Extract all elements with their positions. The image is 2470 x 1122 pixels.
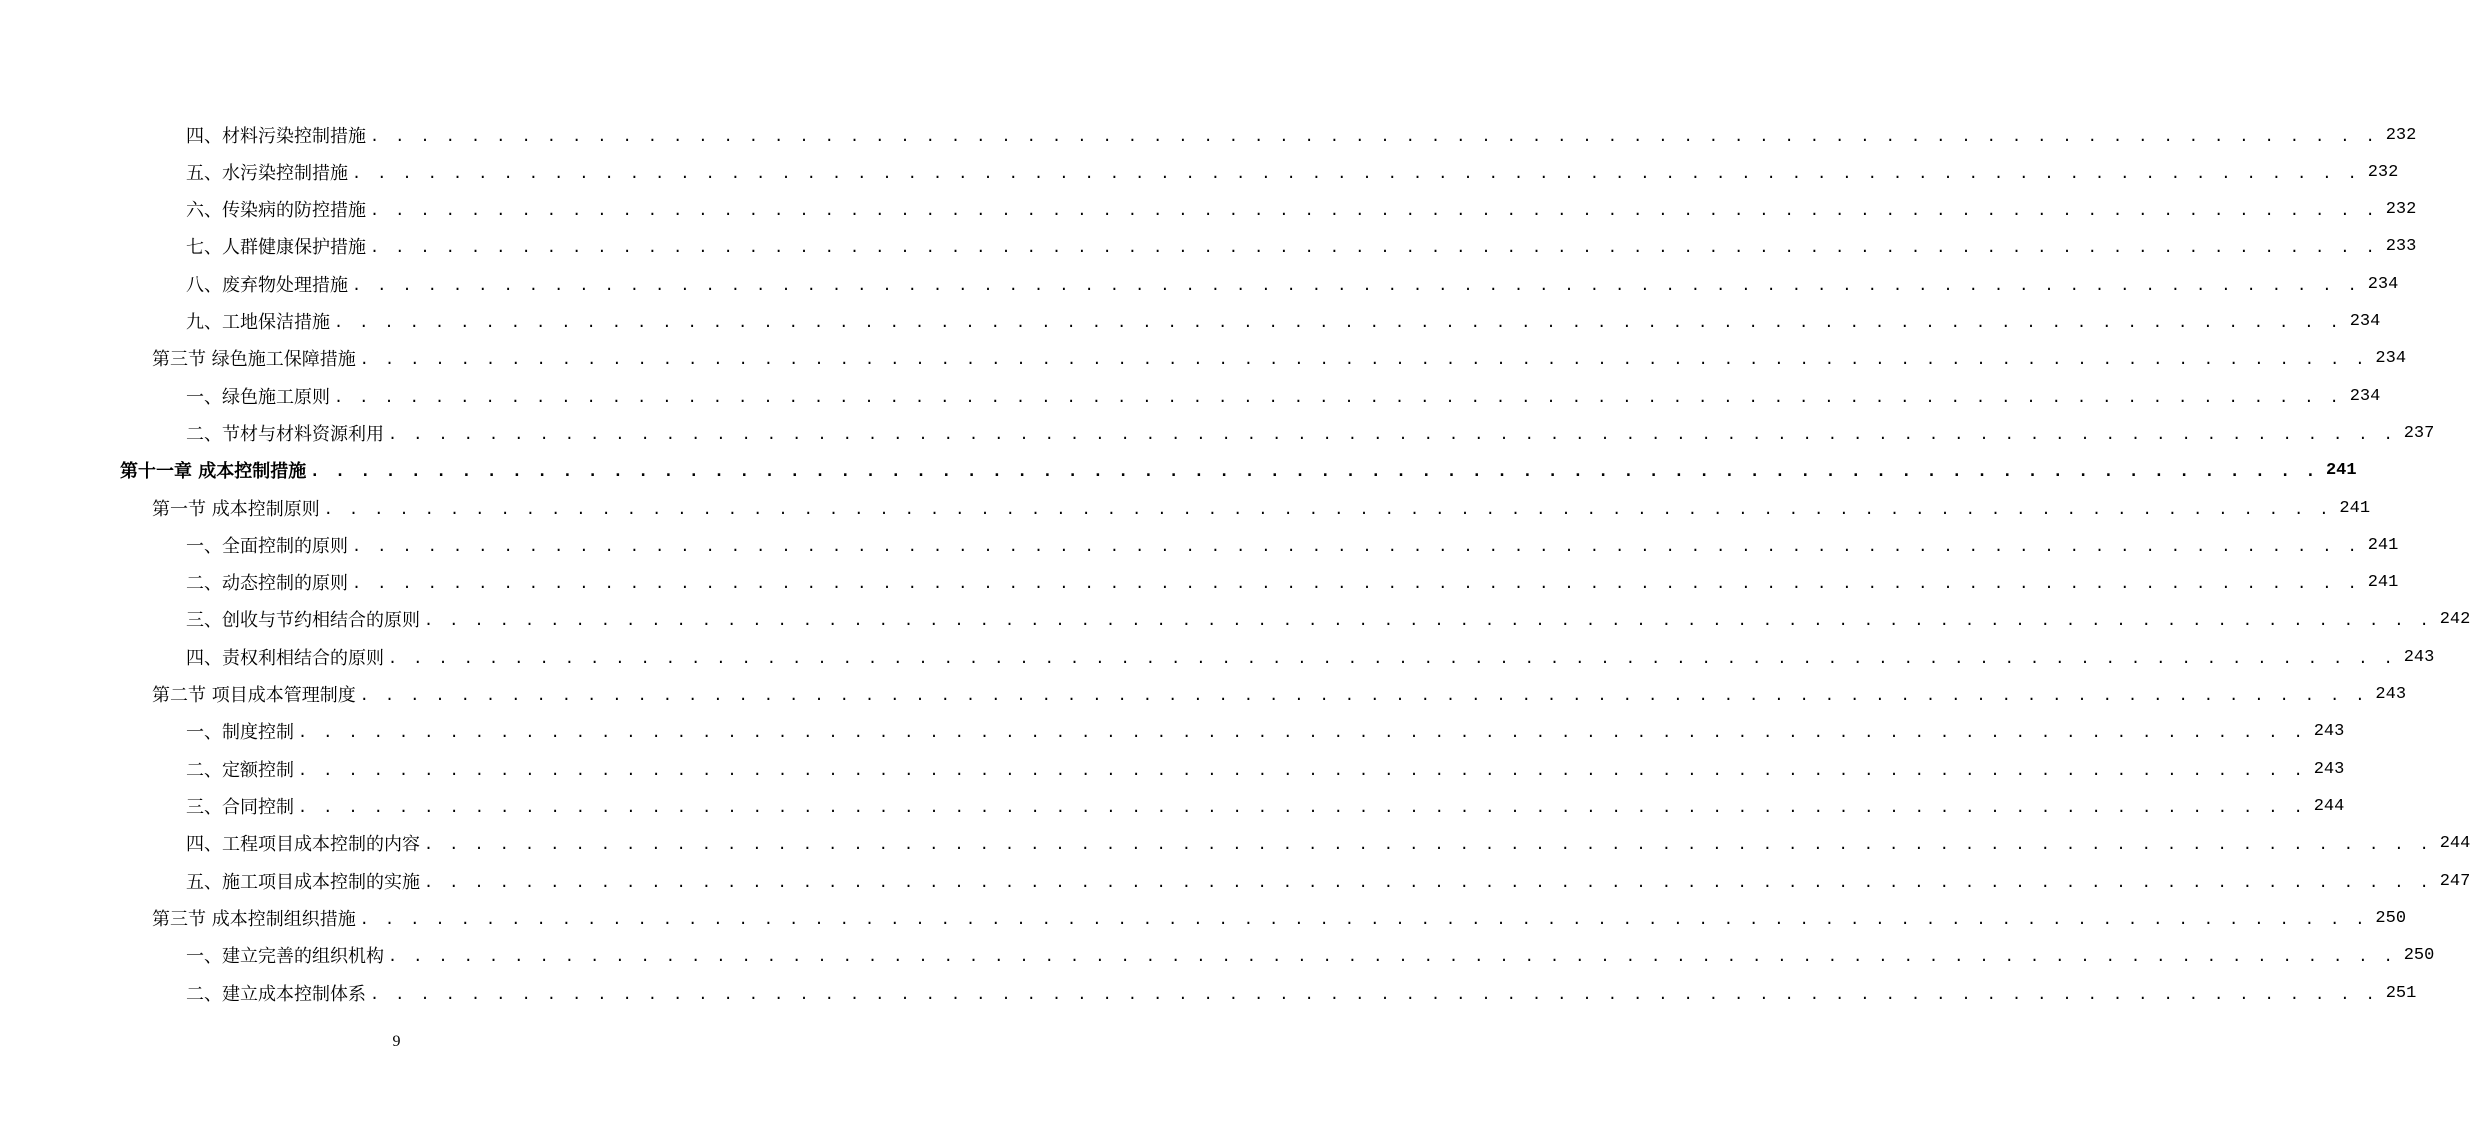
toc-item-entry[interactable] [186, 417, 2435, 449]
toc-dot-leader: . . . . . . . . . . . . . . . . . . . . . . . . . . . . . . . . . . . . . . . . . . . . . . . . . . . . . . . . . . . . . . . . . . . . . . . . . . . . . . . . [359, 686, 2369, 704]
toc-entry-label: 第三节 绿色施工保障措施 [152, 349, 356, 370]
toc-entry-label: 五、水污染控制措施 [186, 163, 348, 184]
toc-dot-leader: . . . . . . . . . . . . . . . . . . . . . . . . . . . . . . . . . . . . . . . . . . . . . . . . . . . . . . . . . . . . . . . . . . . . . . . . . . . . . . . . [424, 611, 2433, 629]
toc-item-entry[interactable] [186, 715, 2345, 747]
toc-dot-leader: . . . . . . . . . . . . . . . . . . . . . . . . . . . . . . . . . . . . . . . . . . . . . . . . . . . . . . . . . . . . . . . . . . . . . . . . . . . . . . . . [370, 201, 2379, 219]
toc-dot-leader: . . . . . . . . . . . . . . . . . . . . . . . . . . . . . . . . . . . . . . . . . . . . . . . . . . . . . . . . . . . . . . . . . . . . . . . . . . . . . . . . [352, 164, 2361, 182]
toc-item-entry[interactable] [186, 193, 2417, 225]
toc-entry-page: 232 [2385, 199, 2417, 219]
toc-entry-page: 234 [2367, 274, 2399, 294]
toc-entry-page: 243 [2313, 759, 2345, 779]
toc-item-entry[interactable] [186, 827, 2470, 859]
toc-item-entry[interactable] [186, 156, 2399, 188]
toc-entry-label: 五、施工项目成本控制的实施 [186, 872, 420, 893]
toc-entry-page: 234 [2375, 348, 2407, 368]
toc-entry-label: 二、定额控制 [186, 760, 294, 781]
toc-entry-page: 241 [2325, 460, 2357, 480]
toc-entry-label: 三、创收与节约相结合的原则 [186, 610, 420, 631]
toc-dot-leader: . . . . . . . . . . . . . . . . . . . . . . . . . . . . . . . . . . . . . . . . . . . . . . . . . . . . . . . . . . . . . . . . . . . . . . . . . . . . . . . . [370, 127, 2379, 145]
toc-item-entry[interactable] [186, 790, 2345, 822]
toc-dot-leader: . . . . . . . . . . . . . . . . . . . . . . . . . . . . . . . . . . . . . . . . . . . . . . . . . . . . . . . . . . . . . . . . . . . . . . . . . . . . . . . . [323, 500, 2333, 518]
toc-dot-leader: . . . . . . . . . . . . . . . . . . . . . . . . . . . . . . . . . . . . . . . . . . . . . . . . . . . . . . . . . . . . . . . . . . . . . . . . . . . . . . . . [424, 873, 2433, 891]
toc-entry-label: 三、合同控制 [186, 797, 294, 818]
toc-entry-label: 第一节 成本控制原则 [152, 499, 320, 520]
toc-entry-page: 232 [2367, 162, 2399, 182]
toc-entry-page: 233 [2385, 236, 2417, 256]
toc-chapter-entry[interactable] [120, 454, 2357, 486]
toc-entry-label: 一、全面控制的原则 [186, 536, 348, 557]
toc-entry-label: 第三节 成本控制组织措施 [152, 909, 356, 930]
toc-entry-page: 250 [2403, 945, 2435, 965]
toc-section-entry[interactable] [152, 342, 2407, 374]
toc-entry-page: 234 [2349, 386, 2381, 406]
toc-item-entry[interactable] [186, 529, 2399, 561]
toc-item-entry[interactable] [186, 977, 2417, 1009]
toc-entry-label: 二、建立成本控制体系 [186, 984, 366, 1005]
toc-section-entry[interactable] [152, 492, 2371, 524]
toc-item-entry[interactable] [186, 305, 2381, 337]
toc-item-entry[interactable] [186, 865, 2470, 897]
toc-dot-leader: . . . . . . . . . . . . . . . . . . . . . . . . . . . . . . . . . . . . . . . . . . . . . . . . . . . . . . . . . . . . . . . . . . . . . . . . . . . . . . . . [370, 238, 2379, 256]
toc-dot-leader: . . . . . . . . . . . . . . . . . . . . . . . . . . . . . . . . . . . . . . . . . . . . . . . . . . . . . . . . . . . . . . . . . . . . . . . . . . . . . . . . [298, 798, 2307, 816]
toc-entry-label: 第十一章 成本控制措施 [120, 461, 307, 482]
toc-item-entry[interactable] [186, 641, 2435, 673]
toc-item-entry[interactable] [186, 566, 2399, 598]
toc-item-entry[interactable] [186, 603, 2470, 635]
toc-entry-page: 243 [2403, 647, 2435, 667]
toc-dot-leader: . . . . . . . . . . . . . . . . . . . . . . . . . . . . . . . . . . . . . . . . . . . . . . . . . . . . . . . . . . . . . . . . . . . . . . . . . . . . . . . . [352, 276, 2361, 294]
toc-dot-leader: . . . . . . . . . . . . . . . . . . . . . . . . . . . . . . . . . . . . . . . . . . . . . . . . . . . . . . . . . . . . . . . . . . . . . . . . . . . . . . . . [388, 425, 2397, 443]
toc-entry-page: 244 [2439, 833, 2470, 853]
toc-dot-leader: . . . . . . . . . . . . . . . . . . . . . . . . . . . . . . . . . . . . . . . . . . . . . . . . . . . . . . . . . . . . . . . . . . . . . . . . . . . . . . . . [298, 761, 2307, 779]
toc-entry-page: 237 [2403, 423, 2435, 443]
toc-item-entry[interactable] [186, 230, 2417, 262]
toc-entry-label: 第二节 项目成本管理制度 [152, 685, 356, 706]
toc-dot-leader: . . . . . . . . . . . . . . . . . . . . . . . . . . . . . . . . . . . . . . . . . . . . . . . . . . . . . . . . . . . . . . . . . . . . . . . . . . . . . . . . [298, 723, 2307, 741]
toc-entry-label: 四、材料污染控制措施 [186, 126, 366, 147]
toc-entry-page: 251 [2385, 983, 2417, 1003]
toc-entry-page: 241 [2367, 535, 2399, 555]
toc-entry-page: 241 [2339, 498, 2371, 518]
toc-entry-page: 243 [2313, 721, 2345, 741]
toc-entry-label: 七、人群健康保护措施 [186, 237, 366, 258]
toc-dot-leader: . . . . . . . . . . . . . . . . . . . . . . . . . . . . . . . . . . . . . . . . . . . . . . . . . . . . . . . . . . . . . . . . . . . . . . . . . . . . . . . . [352, 537, 2361, 555]
toc-entry-page: 243 [2375, 684, 2407, 704]
toc-entry-label: 八、废弃物处理措施 [186, 275, 348, 296]
toc-dot-leader: . . . . . . . . . . . . . . . . . . . . . . . . . . . . . . . . . . . . . . . . . . . . . . . . . . . . . . . . . . . . . . . . . . . . . . . . . . . . . . . . [334, 313, 2343, 331]
toc-item-entry[interactable] [186, 268, 2399, 300]
toc-dot-leader: . . . . . . . . . . . . . . . . . . . . . . . . . . . . . . . . . . . . . . . . . . . . . . . . . . . . . . . . . . . . . . . . . . . . . . . . . . . . . . . . [388, 649, 2397, 667]
toc-item-entry[interactable] [186, 380, 2381, 412]
toc-entry-page: 232 [2385, 125, 2417, 145]
toc-entry-page: 244 [2313, 796, 2345, 816]
toc-dot-leader: . . . . . . . . . . . . . . . . . . . . . . . . . . . . . . . . . . . . . . . . . . . . . . . . . . . . . . . . . . . . . . . . . . . . . . . . . . . . . . . . [388, 947, 2397, 965]
toc-dot-leader: . . . . . . . . . . . . . . . . . . . . . . . . . . . . . . . . . . . . . . . . . . . . . . . . . . . . . . . . . . . . . . . . . . . . . . . . . . . . . . . . [310, 462, 2319, 480]
toc-entry-label: 四、工程项目成本控制的内容 [186, 834, 420, 855]
page-number: 9 [392, 1033, 401, 1050]
toc-section-entry[interactable] [152, 902, 2407, 934]
toc-entry-label: 六、传染病的防控措施 [186, 200, 366, 221]
toc-entry-label: 二、动态控制的原则 [186, 573, 348, 594]
toc-entry-label: 一、制度控制 [186, 722, 294, 743]
toc-dot-leader: . . . . . . . . . . . . . . . . . . . . . . . . . . . . . . . . . . . . . . . . . . . . . . . . . . . . . . . . . . . . . . . . . . . . . . . . . . . . . . . . [352, 574, 2361, 592]
toc-entry-label: 九、工地保洁措施 [186, 312, 330, 333]
toc-section-entry[interactable] [152, 678, 2407, 710]
toc-item-entry[interactable] [186, 753, 2345, 785]
toc-item-entry[interactable] [186, 119, 2417, 151]
toc-dot-leader: . . . . . . . . . . . . . . . . . . . . . . . . . . . . . . . . . . . . . . . . . . . . . . . . . . . . . . . . . . . . . . . . . . . . . . . . . . . . . . . . [359, 910, 2369, 928]
toc-entry-page: 241 [2367, 572, 2399, 592]
toc-dot-leader: . . . . . . . . . . . . . . . . . . . . . . . . . . . . . . . . . . . . . . . . . . . . . . . . . . . . . . . . . . . . . . . . . . . . . . . . . . . . . . . . [359, 350, 2369, 368]
toc-entry-label: 二、节材与材料资源利用 [186, 424, 384, 445]
toc-entry-page: 234 [2349, 311, 2381, 331]
toc-dot-leader: . . . . . . . . . . . . . . . . . . . . . . . . . . . . . . . . . . . . . . . . . . . . . . . . . . . . . . . . . . . . . . . . . . . . . . . . . . . . . . . . [370, 985, 2379, 1003]
toc-entry-label: 四、责权利相结合的原则 [186, 648, 384, 669]
toc-entry-label: 一、建立完善的组织机构 [186, 946, 384, 967]
toc-entry-page: 250 [2375, 908, 2407, 928]
toc-dot-leader: . . . . . . . . . . . . . . . . . . . . . . . . . . . . . . . . . . . . . . . . . . . . . . . . . . . . . . . . . . . . . . . . . . . . . . . . . . . . . . . . [424, 835, 2433, 853]
toc-entry-page: 242 [2439, 609, 2470, 629]
toc-dot-leader: . . . . . . . . . . . . . . . . . . . . . . . . . . . . . . . . . . . . . . . . . . . . . . . . . . . . . . . . . . . . . . . . . . . . . . . . . . . . . . . . [334, 388, 2343, 406]
toc-entry-label: 一、绿色施工原则 [186, 387, 330, 408]
toc-item-entry[interactable] [186, 939, 2435, 971]
toc-entry-page: 247 [2439, 871, 2470, 891]
